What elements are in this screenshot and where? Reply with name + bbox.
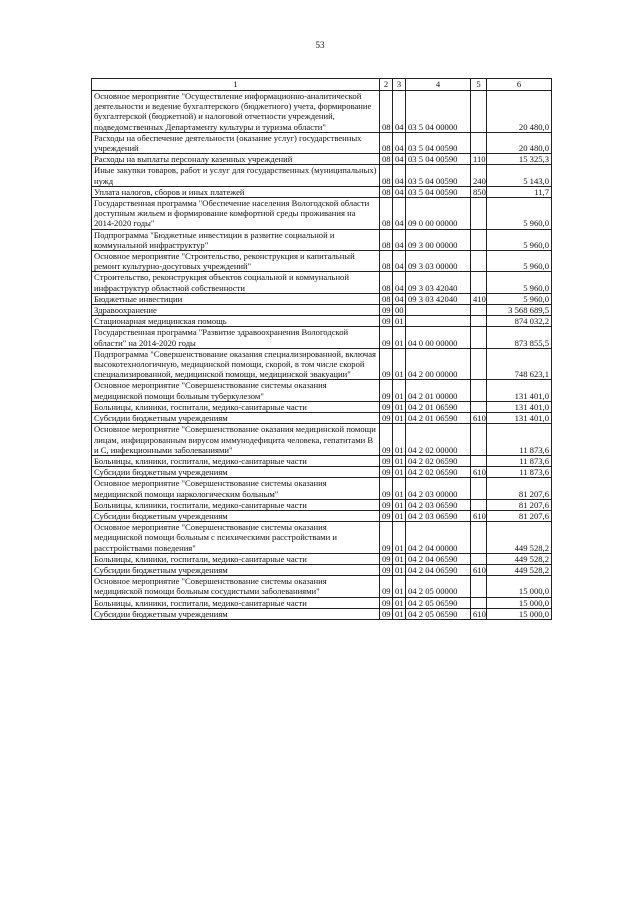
row-expense-type-cell [471, 380, 487, 401]
row-target-article-cell: 09 0 00 00000 [406, 198, 471, 230]
table-row [92, 293, 552, 304]
row-subsection-cell: 04 [393, 154, 406, 165]
row-expense-type-cell [471, 305, 487, 316]
table-row [92, 597, 552, 608]
row-section-cell: 08 [380, 165, 393, 186]
row-target-article-cell: 04 2 03 00000 [406, 478, 471, 499]
row-name-cell: Государственная программа "Развитие здравоохранения Вологодской области" на 2014-2020 годы [92, 327, 380, 348]
table-row [92, 380, 552, 401]
row-name-cell: Субсидии бюджетным учреждениям [92, 608, 380, 619]
row-expense-type-cell [471, 229, 487, 250]
row-target-article-cell [406, 305, 471, 316]
row-section-cell: 09 [380, 467, 393, 478]
row-section-cell: 09 [380, 478, 393, 499]
row-section-cell: 09 [380, 316, 393, 327]
row-section-cell: 08 [380, 91, 393, 133]
row-target-article-cell: 03 5 04 00590 [406, 186, 471, 197]
row-name-cell: Основное мероприятие "Строительство, реконструкция и капитальный ремонт культурно-досуговых учреждений" [92, 251, 380, 272]
row-sum-cell: 449 528,2 [487, 553, 552, 564]
row-name-cell: Подпрограмма "Бюджетные инвестиции в развитие социальной и коммунальной инфраструктур" [92, 229, 380, 250]
header-cell-target-article: 4 [406, 79, 471, 91]
row-sum-cell: 874 032,2 [487, 316, 552, 327]
header-cell-section: 2 [380, 79, 393, 91]
row-sum-cell: 5 143,0 [487, 165, 552, 186]
row-target-article-cell: 04 2 04 06590 [406, 553, 471, 564]
row-expense-type-cell [471, 198, 487, 230]
page-number: 53 [315, 40, 325, 50]
row-section-cell: 09 [380, 522, 393, 554]
table-row [92, 229, 552, 250]
row-target-article-cell: 04 2 03 06590 [406, 499, 471, 510]
row-name-cell: Подпрограмма "Совершенствование оказания специализированной, включая высокотехнологичную, медицинской помощи, скорой, в том числе скорой специализированной, медицинской помощи, медицинской эвакуации" [92, 348, 380, 380]
row-expense-type-cell: 240 [471, 165, 487, 186]
row-sum-cell: 81 207,6 [487, 510, 552, 521]
row-target-article-cell: 09 3 03 42040 [406, 293, 471, 304]
row-subsection-cell: 01 [393, 401, 406, 412]
table-row [92, 413, 552, 424]
row-subsection-cell: 04 [393, 198, 406, 230]
row-name-cell: Больницы, клиники, госпитали, медико-санитарные части [92, 597, 380, 608]
row-target-article-cell: 04 2 02 00000 [406, 424, 471, 456]
table-row [92, 553, 552, 564]
row-subsection-cell: 01 [393, 316, 406, 327]
row-section-cell: 09 [380, 510, 393, 521]
row-target-article-cell: 09 3 03 42040 [406, 272, 471, 293]
row-section-cell: 09 [380, 608, 393, 619]
row-name-cell: Основное мероприятие "Совершенствование оказания медицинской помощи лицам, инфицированным вирусом иммунодефицита человека, гепатитами В и С, инфекционными заболеваниями" [92, 424, 380, 456]
row-target-article-cell: 04 2 02 06590 [406, 455, 471, 466]
row-subsection-cell: 04 [393, 272, 406, 293]
table-row [92, 401, 552, 412]
row-sum-cell: 131 401,0 [487, 380, 552, 401]
row-name-cell: Основное мероприятие "Совершенствование системы оказания медицинской помощи больным с психическими расстройствами и расстройствами поведения" [92, 522, 380, 554]
row-section-cell: 08 [380, 251, 393, 272]
row-sum-cell: 449 528,2 [487, 564, 552, 575]
table-row [92, 186, 552, 197]
row-section-cell: 09 [380, 380, 393, 401]
row-section-cell: 09 [380, 455, 393, 466]
row-sum-cell: 5 960,0 [487, 293, 552, 304]
table-row [92, 305, 552, 316]
row-subsection-cell: 01 [393, 510, 406, 521]
row-expense-type-cell [471, 316, 487, 327]
row-subsection-cell: 01 [393, 413, 406, 424]
row-expense-type-cell [471, 597, 487, 608]
row-sum-cell: 11 873,6 [487, 424, 552, 456]
row-expense-type-cell [471, 522, 487, 554]
header-cell-subsection: 3 [393, 79, 406, 91]
row-sum-cell: 11,7 [487, 186, 552, 197]
row-expense-type-cell [471, 455, 487, 466]
row-section-cell: 09 [380, 327, 393, 348]
row-subsection-cell: 01 [393, 499, 406, 510]
row-section-cell: 09 [380, 348, 393, 380]
row-name-cell: Больницы, клиники, госпитали, медико-санитарные части [92, 455, 380, 466]
row-name-cell: Строительство, реконструкция объектов социальной и коммунальной инфраструктур областной собственности [92, 272, 380, 293]
table-row [92, 154, 552, 165]
row-target-article-cell: 04 2 01 06590 [406, 401, 471, 412]
row-sum-cell: 5 960,0 [487, 198, 552, 230]
row-expense-type-cell [471, 91, 487, 133]
row-expense-type-cell [471, 478, 487, 499]
row-sum-cell: 81 207,6 [487, 478, 552, 499]
row-sum-cell: 15 000,0 [487, 597, 552, 608]
row-name-cell: Стационарная медицинская помощь [92, 316, 380, 327]
row-name-cell: Иные закупки товаров, работ и услуг для государственных (муниципальных) нужд [92, 165, 380, 186]
row-name-cell: Государственная программа "Обеспечение населения Вологодской области доступным жильем и формирование комфортной среды проживания на 2014-2020 годы" [92, 198, 380, 230]
table-row [92, 316, 552, 327]
row-target-article-cell: 04 2 04 06590 [406, 564, 471, 575]
row-expense-type-cell [471, 499, 487, 510]
row-name-cell: Субсидии бюджетным учреждениям [92, 413, 380, 424]
row-sum-cell: 873 855,5 [487, 327, 552, 348]
row-subsection-cell: 04 [393, 251, 406, 272]
table-row [92, 608, 552, 619]
row-section-cell: 09 [380, 424, 393, 456]
row-name-cell: Больницы, клиники, госпитали, медико-санитарные части [92, 401, 380, 412]
row-section-cell: 08 [380, 229, 393, 250]
header-cell-name: 1 [92, 79, 380, 91]
row-name-cell: Больницы, клиники, госпитали, медико-санитарные части [92, 499, 380, 510]
row-section-cell: 09 [380, 413, 393, 424]
header-row [92, 79, 552, 91]
row-name-cell: Субсидии бюджетным учреждениям [92, 510, 380, 521]
table-row [92, 467, 552, 478]
row-sum-cell: 20 480,0 [487, 91, 552, 133]
table-row [92, 91, 552, 133]
row-target-article-cell: 09 3 00 00000 [406, 229, 471, 250]
row-subsection-cell: 04 [393, 91, 406, 133]
row-expense-type-cell: 410 [471, 293, 487, 304]
row-section-cell: 08 [380, 198, 393, 230]
row-name-cell: Субсидии бюджетным учреждениям [92, 564, 380, 575]
row-subsection-cell: 01 [393, 327, 406, 348]
table-row [92, 510, 552, 521]
table-row [92, 348, 552, 380]
table-row [92, 499, 552, 510]
row-sum-cell: 3 568 689,5 [487, 305, 552, 316]
row-subsection-cell: 04 [393, 229, 406, 250]
row-subsection-cell: 01 [393, 564, 406, 575]
row-subsection-cell: 01 [393, 424, 406, 456]
row-subsection-cell: 01 [393, 348, 406, 380]
row-sum-cell: 748 623,1 [487, 348, 552, 380]
row-section-cell: 09 [380, 305, 393, 316]
row-target-article-cell: 04 0 00 00000 [406, 327, 471, 348]
row-name-cell: Здравоохранение [92, 305, 380, 316]
row-subsection-cell: 04 [393, 165, 406, 186]
row-target-article-cell: 03 5 04 00590 [406, 132, 471, 153]
row-target-article-cell: 04 2 05 00000 [406, 576, 471, 597]
row-sum-cell: 15 000,0 [487, 608, 552, 619]
row-expense-type-cell: 610 [471, 608, 487, 619]
table-row [92, 564, 552, 575]
row-target-article-cell: 04 2 01 00000 [406, 380, 471, 401]
row-section-cell: 08 [380, 154, 393, 165]
row-target-article-cell: 04 2 01 06590 [406, 413, 471, 424]
row-name-cell: Основное мероприятие "Совершенствование системы оказания медицинской помощи наркологическим больным" [92, 478, 380, 499]
row-expense-type-cell: 610 [471, 467, 487, 478]
row-section-cell: 09 [380, 597, 393, 608]
row-expense-type-cell [471, 348, 487, 380]
row-expense-type-cell [471, 401, 487, 412]
row-subsection-cell: 01 [393, 522, 406, 554]
row-subsection-cell: 01 [393, 608, 406, 619]
row-section-cell: 09 [380, 576, 393, 597]
row-subsection-cell: 01 [393, 380, 406, 401]
row-expense-type-cell [471, 553, 487, 564]
row-sum-cell: 449 528,2 [487, 522, 552, 554]
row-section-cell: 08 [380, 272, 393, 293]
row-target-article-cell: 04 2 04 00000 [406, 522, 471, 554]
row-target-article-cell: 03 5 04 00590 [406, 165, 471, 186]
row-subsection-cell: 01 [393, 455, 406, 466]
table-row [92, 251, 552, 272]
row-sum-cell: 5 960,0 [487, 251, 552, 272]
row-expense-type-cell: 110 [471, 154, 487, 165]
row-sum-cell: 5 960,0 [487, 229, 552, 250]
row-name-cell: Больницы, клиники, госпитали, медико-санитарные части [92, 553, 380, 564]
row-section-cell: 08 [380, 186, 393, 197]
row-name-cell: Расходы на обеспечение деятельности (оказание услуг) государственных учреждений [92, 132, 380, 153]
row-target-article-cell: 03 5 04 00000 [406, 91, 471, 133]
row-subsection-cell: 01 [393, 467, 406, 478]
row-name-cell: Бюджетные инвестиции [92, 293, 380, 304]
row-section-cell: 08 [380, 132, 393, 153]
row-target-article-cell: 04 2 00 00000 [406, 348, 471, 380]
row-expense-type-cell [471, 251, 487, 272]
row-expense-type-cell: 610 [471, 413, 487, 424]
row-sum-cell: 11 873,6 [487, 455, 552, 466]
table-row [92, 165, 552, 186]
row-subsection-cell: 01 [393, 478, 406, 499]
table-row [92, 424, 552, 456]
row-expense-type-cell [471, 272, 487, 293]
row-name-cell: Основное мероприятие "Осуществление информационно-аналитической деятельности и ведение бухгалтерского (бюджетного) учета, формирование бухгалтерской (бюджетной) и налоговой отчетности учреждений, подведомственных Департаменту культуры и туризма области" [92, 91, 380, 133]
table-row [92, 272, 552, 293]
row-name-cell: Уплата налогов, сборов и иных платежей [92, 186, 380, 197]
row-expense-type-cell: 610 [471, 510, 487, 521]
row-target-article-cell: 03 5 04 00590 [406, 154, 471, 165]
row-expense-type-cell [471, 132, 487, 153]
row-subsection-cell: 01 [393, 553, 406, 564]
row-sum-cell: 15 325,3 [487, 154, 552, 165]
row-subsection-cell: 01 [393, 597, 406, 608]
table-row [92, 478, 552, 499]
row-name-cell: Основное мероприятие "Совершенствование системы оказания медицинской помощи больным сосудистыми заболеваниями" [92, 576, 380, 597]
row-section-cell: 09 [380, 553, 393, 564]
row-section-cell: 09 [380, 401, 393, 412]
budget-table [91, 78, 552, 620]
row-sum-cell: 81 207,6 [487, 499, 552, 510]
table-row [92, 576, 552, 597]
row-name-cell: Основное мероприятие "Совершенствование системы оказания медицинской помощи больным туберкулезом" [92, 380, 380, 401]
row-name-cell: Субсидии бюджетным учреждениям [92, 467, 380, 478]
row-subsection-cell: 00 [393, 305, 406, 316]
row-subsection-cell: 04 [393, 293, 406, 304]
row-target-article-cell: 04 2 05 06590 [406, 597, 471, 608]
row-sum-cell: 131 401,0 [487, 401, 552, 412]
header-cell-expense-type: 5 [471, 79, 487, 91]
row-expense-type-cell: 850 [471, 186, 487, 197]
row-section-cell: 08 [380, 293, 393, 304]
table-row [92, 522, 552, 554]
header-cell-sum: 6 [487, 79, 552, 91]
row-sum-cell: 15 000,0 [487, 576, 552, 597]
row-target-article-cell: 04 2 05 06590 [406, 608, 471, 619]
row-subsection-cell: 04 [393, 186, 406, 197]
row-section-cell: 09 [380, 499, 393, 510]
row-subsection-cell: 04 [393, 132, 406, 153]
row-target-article-cell: 04 2 03 06590 [406, 510, 471, 521]
table-body [92, 91, 552, 620]
table-row [92, 198, 552, 230]
row-target-article-cell [406, 316, 471, 327]
row-expense-type-cell [471, 576, 487, 597]
row-sum-cell: 11 873,6 [487, 467, 552, 478]
row-target-article-cell: 04 2 02 06590 [406, 467, 471, 478]
row-name-cell: Расходы на выплаты персоналу казенных учреждений [92, 154, 380, 165]
row-expense-type-cell: 610 [471, 564, 487, 575]
table-row [92, 455, 552, 466]
row-sum-cell: 20 480,0 [487, 132, 552, 153]
row-expense-type-cell [471, 424, 487, 456]
row-sum-cell: 5 960,0 [487, 272, 552, 293]
table-row [92, 132, 552, 153]
row-target-article-cell: 09 3 03 00000 [406, 251, 471, 272]
row-subsection-cell: 01 [393, 576, 406, 597]
row-expense-type-cell [471, 327, 487, 348]
row-sum-cell: 131 401,0 [487, 413, 552, 424]
table-row [92, 327, 552, 348]
row-section-cell: 09 [380, 564, 393, 575]
